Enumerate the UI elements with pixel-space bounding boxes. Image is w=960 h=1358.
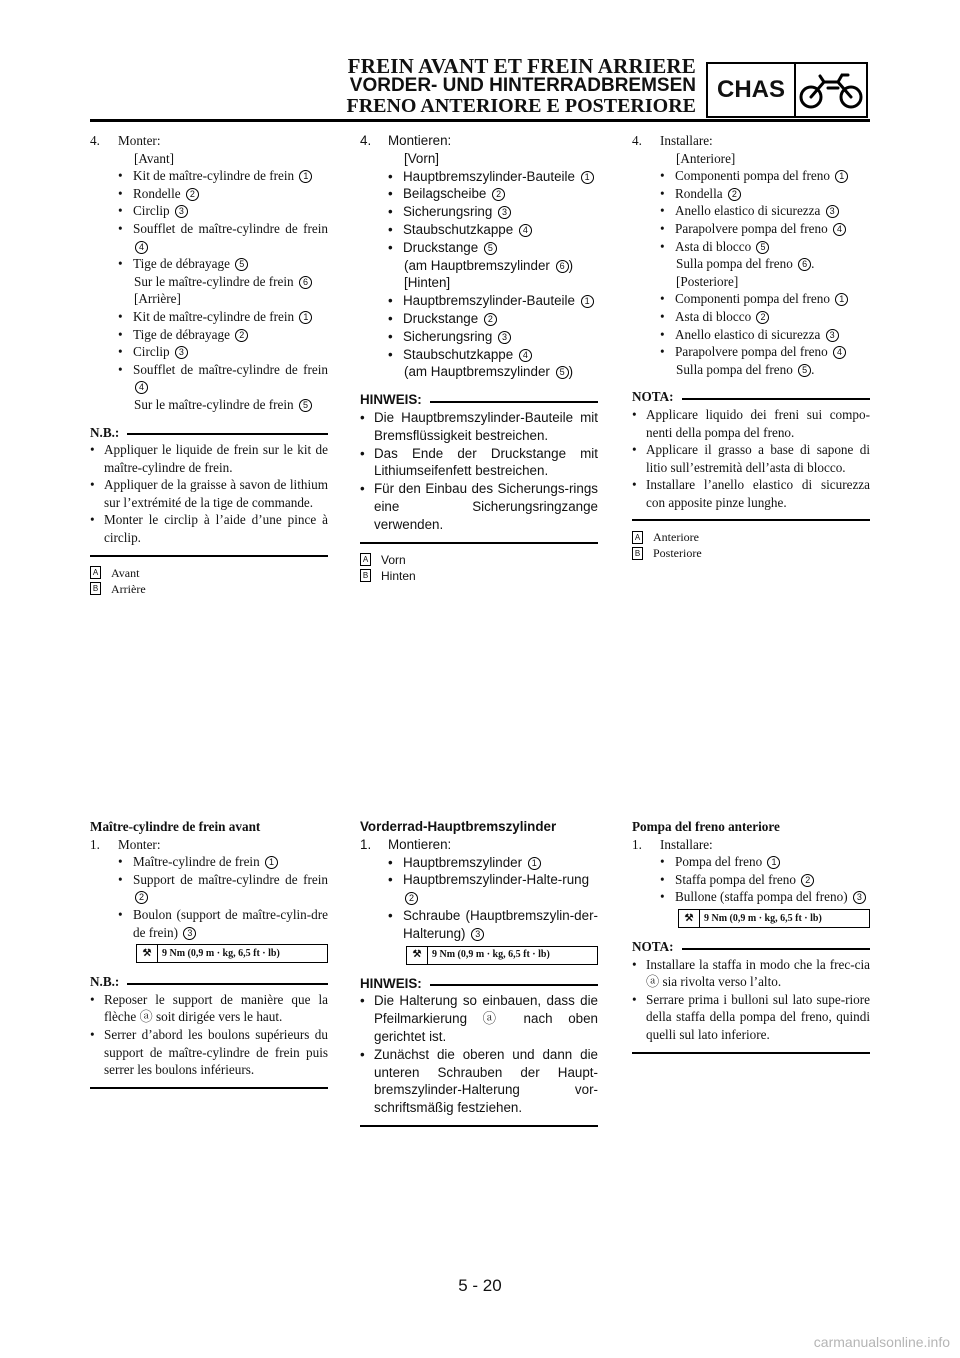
callout-number: 1	[299, 170, 312, 183]
list-item: • Hauptbremszylinder 1	[360, 854, 598, 872]
callout-number: 4	[833, 223, 846, 236]
list-item: • Schraube (Hauptbremszylin-der-Halterung) 3	[388, 907, 598, 941]
front-sub: (am Hauptbremszylinder	[404, 257, 550, 273]
legend-item: A Vorn	[360, 552, 598, 568]
list-item: • Componenti pompa del freno 1	[632, 290, 870, 308]
rear-label: [Arrière]	[134, 291, 181, 307]
item-text: Parapolvere pompa del freno	[675, 344, 828, 360]
list-item: • Asta di blocco 2	[632, 308, 870, 326]
rear-sub: Sur le maître-cylindre de frein	[134, 396, 294, 412]
wrench-icon: ⚒	[679, 910, 700, 927]
list-item: • Tige de débrayage 2	[90, 326, 328, 344]
callout-number: 3	[826, 329, 839, 342]
item-text: Asta di blocco	[675, 238, 752, 254]
item-text: Hauptbremszylinder-Halte-rung	[403, 872, 590, 888]
step-label: Monter:	[118, 836, 161, 852]
item-text: Asta di blocco	[675, 308, 752, 324]
list-item: • Componenti pompa del freno 1	[632, 167, 870, 185]
front-list	[360, 168, 598, 257]
note-box	[360, 391, 598, 543]
item-text: Hauptbremszylinder	[403, 854, 523, 870]
step-label: Montieren:	[388, 133, 452, 148]
legend-item: B Posteriore	[632, 545, 870, 561]
callout-number: 2	[728, 188, 741, 201]
item-text: Anello elastico di sicurezza	[675, 326, 821, 342]
callout-number: 2	[484, 313, 497, 326]
section-title: Maître-cylindre de frein avant	[90, 819, 261, 834]
legend-item: B Hinten	[360, 568, 598, 584]
rear-list	[90, 308, 328, 396]
callout-number: 2	[492, 188, 505, 201]
step-label: Installare:	[660, 836, 713, 852]
note-heading: NOTA:	[632, 389, 674, 405]
section2-it	[632, 818, 870, 1054]
list-item: • Asta di blocco 5	[632, 238, 870, 256]
list-item: • Boulon (support de maître-cylin-dre de frein) 3	[118, 906, 328, 940]
step-number: 4.	[632, 133, 642, 148]
callout-number: 2	[135, 891, 148, 904]
item-text: Staubschutzkappe	[403, 346, 514, 362]
torque-value: 9 Nm (0,9 m · kg, 6,5 ft · lb)	[162, 947, 280, 959]
callout-number: 2	[801, 874, 814, 887]
torque-value: 9 Nm (0,9 m · kg, 6,5 ft · lb)	[432, 949, 550, 961]
note-item: • Appliquer de la graisse à savon de lithium sur l’extrémité de la tige de commande.	[90, 477, 328, 510]
note-item: • Installare la staffa in modo che la frec-cia ⓐ sia rivolta verso l’alto.	[632, 956, 870, 990]
torque-spec	[406, 946, 598, 965]
item-text: Bullone (staffa pompa del freno)	[675, 889, 848, 905]
note-item: • Das Ende der Druckstange mit Lithiumseifenfett bestreichen.	[360, 445, 598, 479]
item-list	[90, 853, 328, 941]
list-item: • Circlip 3	[90, 343, 328, 361]
callout-number: 5	[299, 399, 312, 412]
callout-number: 4	[519, 224, 532, 237]
legend	[632, 529, 870, 561]
callout-number: 3	[471, 928, 484, 941]
item-text: Staubschutzkappe	[403, 221, 514, 237]
column-it: 4. Installare: [Anteriore] • Componenti pompa del freno 1 • Rondella 2 • Anello elastico di sicurezza 3 • Parapolvere pompa del freno 4 • Asta di blocco 5 Sulla pompa del freno 6 . [Posteriore] • Componenti pompa del freno 1 • Asta di blocco 2 • Anello elastico di sicurezza 3 • Parapolvere pompa del freno 4 Sulla pompa del freno 5 . NOTA: • Applicare liquido dei freni sui compo-nenti della pompa del freno. • Applicare il grasso a base di sapone di litio sull’estremità dell’asta di blocco. • Installare l’anello elastico di sicurezza con apposite pinze lunghe. A Anteriore B Posteriore	[632, 133, 870, 561]
callout-number: 5	[798, 364, 811, 377]
item-text: Pompa del freno	[675, 854, 763, 870]
note-heading: NOTA:	[632, 938, 674, 954]
note-box	[360, 975, 598, 1127]
section2-de	[360, 818, 598, 1127]
header-title-de: VORDER- UND HINTERRADBREMSEN	[349, 75, 696, 96]
callout-number: 2	[186, 188, 199, 201]
note-item: • Applicare liquido dei freni sui compo-nenti della pompa del freno.	[632, 406, 870, 440]
callout-number: 4	[519, 349, 532, 362]
front-label: [Avant]	[134, 150, 175, 166]
note-heading: N.B.:	[90, 974, 120, 990]
step-label: Monter:	[118, 133, 161, 148]
step-number: 4.	[360, 133, 372, 148]
legend	[90, 565, 328, 597]
note-item: • Zunächst die oberen und dann die unteren Schrauben der Haupt-bremszylinder-Halterung vor-schriftsmäßig festziehen.	[360, 1046, 598, 1116]
list-item: • Sicherungsring 3	[360, 328, 598, 346]
callout-number: 3	[853, 891, 866, 904]
list-item: • Staffa pompa del freno 2	[632, 871, 870, 889]
callout-number: 1	[835, 293, 848, 306]
list-item: • Beilagscheibe 2	[360, 185, 598, 203]
rear-list	[360, 292, 598, 363]
step-number: 1.	[90, 836, 100, 852]
callout-number: 3	[826, 205, 839, 218]
item-text: Sicherungsring	[403, 204, 493, 220]
header-title-fr: FREIN AVANT ET FREIN ARRIERE	[347, 54, 696, 78]
wrench-icon: ⚒	[137, 945, 158, 962]
note-item: • Installare l’anello elastico di sicurezza con apposite pinze lunghe.	[632, 477, 870, 510]
list-item: • Kit de maître-cylindre de frein 1	[90, 308, 328, 326]
note-item: • Appliquer le liquide de frein sur le kit de maître-cylindre de frein.	[90, 442, 328, 475]
list-item: • Pompa del freno 1	[632, 853, 870, 871]
list-item: • Rondelle 2	[90, 185, 328, 203]
item-list	[360, 854, 598, 943]
note-box	[90, 424, 328, 557]
callout-number: 3	[175, 205, 188, 218]
front-sub: Sur le maître-cylindre de frein	[134, 273, 294, 289]
item-text: Tige de débrayage	[133, 256, 230, 272]
item-text: Circlip	[133, 203, 170, 219]
callout-number: 1	[528, 857, 541, 870]
list-item: • Hauptbremszylinder-Bauteile 1	[360, 292, 598, 310]
callout-number: 2	[235, 329, 248, 342]
note-item: • Reposer le support de manière que la flèche ⓐ soit dirigée vers le haut.	[90, 991, 328, 1025]
section-badge	[706, 62, 868, 118]
note-item: • Applicare il grasso a base di sapone di litio sull’estremità dell’asta di blocco.	[632, 442, 870, 475]
wrench-icon: ⚒	[407, 947, 428, 964]
section2-fr	[90, 818, 328, 1089]
item-text: Staffa pompa del freno	[675, 871, 796, 887]
callout-number: 1	[767, 856, 780, 869]
callout-number: 6	[798, 258, 811, 271]
column-fr	[90, 132, 328, 597]
list-item: • Parapolvere pompa del freno 4	[632, 343, 870, 361]
list-item: • Support de maître-cylindre de frein 2	[118, 871, 328, 903]
callout-number: 2	[405, 892, 418, 905]
item-text: Rondelle	[133, 185, 181, 201]
note-item: • Serrer d’abord les boulons supérieurs du support de maître-cylindre de frein puis serrer les boulons inférieurs.	[90, 1026, 328, 1078]
note-heading: HINWEIS:	[360, 975, 422, 991]
legend-item: A Anteriore	[632, 529, 870, 545]
list-item: • Parapolvere pompa del freno 4	[632, 220, 870, 238]
item-text: Hauptbremszylinder-Bauteile	[403, 168, 575, 184]
note-box	[632, 938, 870, 1054]
callout-number: 5	[235, 258, 248, 271]
item-text: Circlip	[133, 344, 170, 360]
note-item: • Monter le circlip à l’aide d’une pince à circlip.	[90, 512, 328, 546]
list-item: • Staubschutzkappe 4	[360, 221, 598, 239]
item-text: Rondella	[675, 185, 723, 201]
section-code: CHAS	[708, 64, 796, 116]
callout-number: 3	[183, 927, 196, 940]
list-item: • Hauptbremszylinder-Bauteile 1	[360, 168, 598, 186]
callout-number: 5	[556, 366, 569, 379]
rear-label: [Hinten]	[404, 275, 451, 291]
item-text: Componenti pompa del freno	[675, 168, 830, 184]
callout-number: 1	[265, 856, 278, 869]
header-title-it: FRENO ANTERIORE E POSTERIORE	[346, 95, 696, 117]
step-number: 1.	[360, 836, 372, 852]
item-text: Kit de maître-cylindre de frein	[133, 168, 295, 184]
page-number: 5 - 20	[458, 1276, 502, 1295]
note-item: • Die Hauptbremszylinder-Bauteile mit Bremsflüssigkeit bestreichen.	[360, 409, 598, 443]
rear-list	[632, 290, 870, 360]
item-text: Druckstange	[403, 310, 479, 326]
list-item: • Kit de maître-cylindre de frein 1	[90, 167, 328, 185]
note-item: • Serrare prima i bulloni sul lato supe-riore della staffa della pompa del freno, quindi quelli sul lato inferiore.	[632, 991, 870, 1042]
list-item: • Bullone (staffa pompa del freno) 3	[632, 888, 870, 906]
note-item: • Für den Einbau des Sicherungs-rings eine Sicherungsringzange verwenden.	[360, 481, 598, 532]
list-item: • Anello elastico di sicurezza 3	[632, 326, 870, 344]
list-item: • Circlip 3	[90, 202, 328, 220]
callout-number: 3	[498, 331, 511, 344]
list-item: • Hauptbremszylinder-Halte-rung 2	[388, 872, 590, 904]
callout-number: 4	[135, 241, 148, 254]
callout-number: 1	[581, 171, 594, 184]
rear-label: [Posteriore]	[676, 273, 739, 289]
section-title: Pompa del freno anteriore	[632, 819, 780, 834]
callout-number: 4	[833, 346, 846, 359]
item-text: Sicherungsring	[403, 328, 493, 344]
list-item: • Tige de débrayage 5	[90, 255, 328, 273]
legend-item: A Avant	[90, 565, 328, 581]
front-list	[90, 167, 328, 273]
rear-sub: (am Hauptbremszylinder	[404, 364, 550, 380]
callout-number: 2	[756, 311, 769, 324]
front-list	[632, 167, 870, 255]
item-text: Beilagscheibe	[403, 186, 487, 202]
torque-value: 9 Nm (0,9 m · kg, 6,5 ft · lb)	[704, 912, 822, 924]
torque-spec	[678, 909, 870, 928]
item-text: Anello elastico di sicurezza	[675, 203, 821, 219]
item-text: Druckstange	[403, 239, 479, 255]
torque-spec	[136, 944, 328, 963]
note-heading: N.B.:	[90, 424, 120, 440]
list-item: • Sicherungsring 3	[360, 203, 598, 221]
list-item: • Staubschutzkappe 4	[360, 346, 598, 364]
step-number: 1.	[632, 836, 642, 852]
watermark: carmanualsonline.info	[813, 1334, 950, 1350]
front-label: [Anteriore]	[676, 150, 736, 166]
legend	[360, 552, 598, 584]
list-item: • Rondella 2	[632, 185, 870, 203]
callout-number: 5	[756, 241, 769, 254]
step-label: Montieren:	[388, 836, 452, 852]
item-text: Boulon (support de maître-cylin-dre de frein)	[133, 906, 328, 940]
legend-item: B Arrière	[90, 581, 328, 597]
list-item: • Anello elastico di sicurezza 3	[632, 202, 870, 220]
item-text: Soufflet de maître-cylindre de frein	[133, 361, 328, 377]
list-item: • Soufflet de maître-cylindre de frein 4	[118, 361, 328, 393]
note-item: • Die Halterung so einbauen, dass die Pfeilmarkierung ⓐ nach oben gerichtet ist.	[360, 993, 598, 1044]
step-label: Installare:	[660, 133, 713, 148]
column-de: 4. Montieren: [Vorn] • Hauptbremszylinder-Bauteile 1 • Beilagscheibe 2 • Sicherungsring 3 • Staubschutzkappe 4 • Druckstange 5 (am Hauptbremszylinder 6 ) [Hinten] • Hauptbremszylinder-Bauteile 1 • Druckstange 2 • Sicherungsring 3 • Staubschutzkappe 4 (am Hauptbremszylinder 5 ) HINWEIS: • Die Hauptbremszylinder-Bauteile mit Bremsflüssigkeit bestreichen. • Das Ende der Druckstange mit Lithiumseifenfett bestreichen. • Für den Einbau des Sicherungs-rings eine Sicherungsringzange verwenden. A Vorn B Hinten	[360, 133, 598, 583]
note-box	[632, 388, 870, 521]
callout-number: 3	[175, 346, 188, 359]
item-text: Schraube (Hauptbremszylin-der-Halterung)	[403, 907, 598, 941]
note-heading: HINWEIS:	[360, 392, 422, 408]
section-title: Vorderrad-Hauptbremszylinder	[360, 819, 557, 834]
motorcycle-icon	[796, 64, 866, 116]
callout-number: 1	[835, 170, 848, 183]
page-header	[346, 56, 696, 116]
list-item: • Druckstange 2	[360, 310, 598, 328]
header-rule	[90, 119, 870, 122]
list-item: • Druckstange 5	[360, 239, 598, 257]
item-text: Support de maître-cylindre de frein	[133, 871, 328, 887]
callout-number: 5	[484, 242, 497, 255]
front-label: [Vorn]	[404, 150, 439, 166]
item-text: Hauptbremszylinder-Bauteile	[403, 293, 575, 309]
item-text: Kit de maître-cylindre de frein	[133, 308, 295, 324]
callout-number: 1	[299, 311, 312, 324]
step-number: 4.	[90, 133, 100, 148]
item-list	[632, 853, 870, 906]
callout-number: 6	[556, 260, 569, 273]
item-text: Soufflet de maître-cylindre de frein	[133, 220, 328, 236]
list-item: • Soufflet de maître-cylindre de frein 4	[118, 220, 328, 252]
callout-number: 1	[581, 295, 594, 308]
item-text: Maître-cylindre de frein	[133, 854, 260, 870]
item-text: Componenti pompa del freno	[675, 291, 830, 307]
note-box	[90, 973, 328, 1089]
callout-number: 3	[498, 206, 511, 219]
item-text: Parapolvere pompa del freno	[675, 220, 828, 236]
callout-number: 4	[135, 381, 148, 394]
rear-sub: Sulla pompa del freno	[676, 361, 793, 377]
item-text: Tige de débrayage	[133, 326, 230, 342]
list-item: • Maître-cylindre de frein 1	[90, 853, 328, 871]
callout-number: 6	[299, 276, 312, 289]
front-sub: Sulla pompa del freno	[676, 256, 793, 272]
